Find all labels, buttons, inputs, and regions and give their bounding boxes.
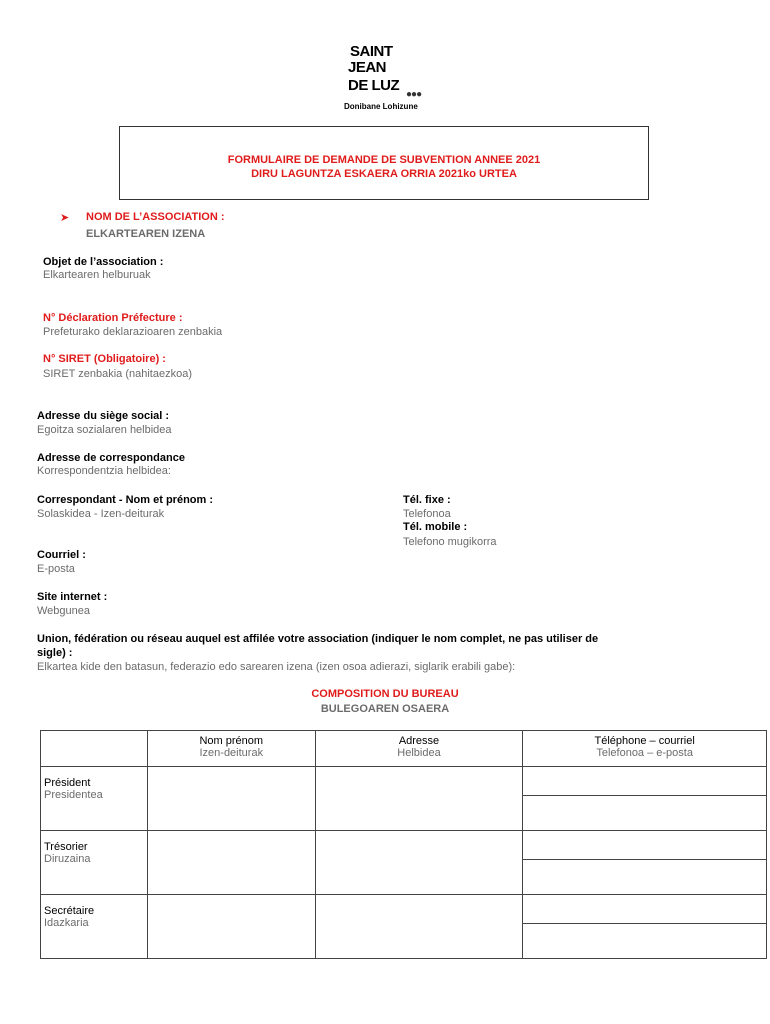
- union-label-line2: sigle) :: [37, 647, 73, 659]
- correspondent-label-eu: Solaskidea - Izen-deiturak: [37, 508, 165, 520]
- phone-mobile-label-eu: Telefono mugikorra: [403, 536, 497, 548]
- correspondent-label: Correspondant - Nom et prénom :: [37, 494, 214, 506]
- header-address-eu: Helbidea: [397, 747, 441, 759]
- logo-line-jean: JEAN: [348, 59, 387, 76]
- siret-label-eu: SIRET zenbakia (nahitaezkoa): [43, 368, 192, 380]
- table-header-address: [315, 731, 523, 767]
- logo-dots-icon: ●●●: [406, 89, 422, 100]
- website-label-eu: Webgunea: [37, 605, 91, 617]
- bureau-title: COMPOSITION DU BUREAU: [311, 688, 459, 700]
- role-cell-treasurer: [41, 831, 148, 895]
- form-title-box: [119, 126, 649, 200]
- union-label-line1: Union, fédération ou réseau auquel est affilée votre association (indiquer le nom complet, ne pas utiliser de: [37, 633, 599, 645]
- role-president-eu: Presidentea: [44, 789, 103, 801]
- logo-line-saint: SAINT: [350, 43, 393, 60]
- president-phone-cell[interactable]: [523, 767, 767, 796]
- arrow-bullet-icon: ➤: [60, 212, 70, 224]
- treasurer-email-cell[interactable]: [523, 860, 767, 895]
- association-name-label: NOM DE L’ASSOCIATION :: [86, 211, 225, 223]
- role-treasurer-fr: Trésorier: [44, 841, 88, 853]
- correspondence-address-label-eu: Korrespondentzia helbidea:: [37, 465, 171, 477]
- treasurer-name-cell[interactable]: [147, 831, 315, 895]
- role-cell-secretary: [41, 895, 148, 959]
- role-cell-president: [41, 767, 148, 831]
- bureau-table: [40, 730, 767, 959]
- table-row-president: [41, 767, 767, 796]
- header-name-eu: Izen-deiturak: [199, 747, 264, 759]
- form-title-fr: FORMULAIRE DE DEMANDE DE SUBVENTION ANNEE 2021: [227, 154, 541, 166]
- table-row-treasurer: [41, 831, 767, 860]
- treasurer-address-cell[interactable]: [315, 831, 523, 895]
- president-name-cell[interactable]: [147, 767, 315, 831]
- email-label-eu: E-posta: [37, 563, 75, 575]
- table-header-empty: [41, 731, 148, 767]
- form-title-eu: DIRU LAGUNTZA ESKAERA ORRIA 2021ko URTEA: [251, 168, 517, 180]
- phone-fixed-label-eu: Telefonoa: [403, 508, 451, 520]
- website-label: Site internet :: [37, 591, 108, 603]
- table-header-name: [147, 731, 315, 767]
- union-label-eu: Elkartea kide den batasun, federazio edo sarearen izena (izen osoa adierazi, siglarik erabili gabe):: [37, 661, 516, 673]
- treasurer-phone-cell[interactable]: [523, 831, 767, 860]
- city-logo: [340, 38, 440, 118]
- role-secretary-fr: Secrétaire: [44, 905, 95, 917]
- header-address-fr: Adresse: [398, 735, 440, 747]
- table-row-secretary: [41, 895, 767, 924]
- logo-subtitle: Donibane Lohizune: [344, 102, 418, 111]
- objet-label: Objet de l’association :: [43, 256, 164, 268]
- secretary-name-cell[interactable]: [147, 895, 315, 959]
- president-email-cell[interactable]: [523, 796, 767, 831]
- table-header-contact: [523, 731, 767, 767]
- siret-label: N° SIRET (Obligatoire) :: [43, 353, 166, 365]
- header-name-fr: Nom prénom: [199, 735, 264, 747]
- role-president-fr: Président: [44, 777, 91, 789]
- declaration-label-eu: Prefeturako deklarazioaren zenbakia: [43, 326, 223, 338]
- declaration-label: N° Déclaration Préfecture :: [43, 312, 183, 324]
- secretary-phone-cell[interactable]: [523, 895, 767, 924]
- siege-label: Adresse du siège social :: [37, 410, 170, 422]
- correspondence-address-label: Adresse de correspondance: [37, 452, 185, 464]
- role-treasurer-eu: Diruzaina: [44, 853, 91, 865]
- association-name-label-eu: ELKARTEAREN IZENA: [86, 228, 206, 240]
- secretary-email-cell[interactable]: [523, 924, 767, 959]
- president-address-cell[interactable]: [315, 767, 523, 831]
- header-contact-fr: Téléphone – courriel: [594, 735, 695, 747]
- header-contact-eu: Telefonoa – e-posta: [596, 747, 693, 759]
- email-label: Courriel :: [37, 549, 86, 561]
- siege-label-eu: Egoitza sozialaren helbidea: [37, 424, 172, 436]
- bureau-title-eu: BULEGOAREN OSAERA: [320, 703, 450, 715]
- table-header-row: [41, 731, 767, 767]
- secretary-address-cell[interactable]: [315, 895, 523, 959]
- phone-mobile-label: Tél. mobile :: [403, 521, 468, 533]
- objet-label-eu: Elkartearen helburuak: [43, 269, 151, 281]
- logo-line-deluz: DE LUZ: [348, 77, 400, 94]
- phone-fixed-label: Tél. fixe :: [403, 494, 451, 506]
- role-secretary-eu: Idazkaria: [44, 917, 89, 929]
